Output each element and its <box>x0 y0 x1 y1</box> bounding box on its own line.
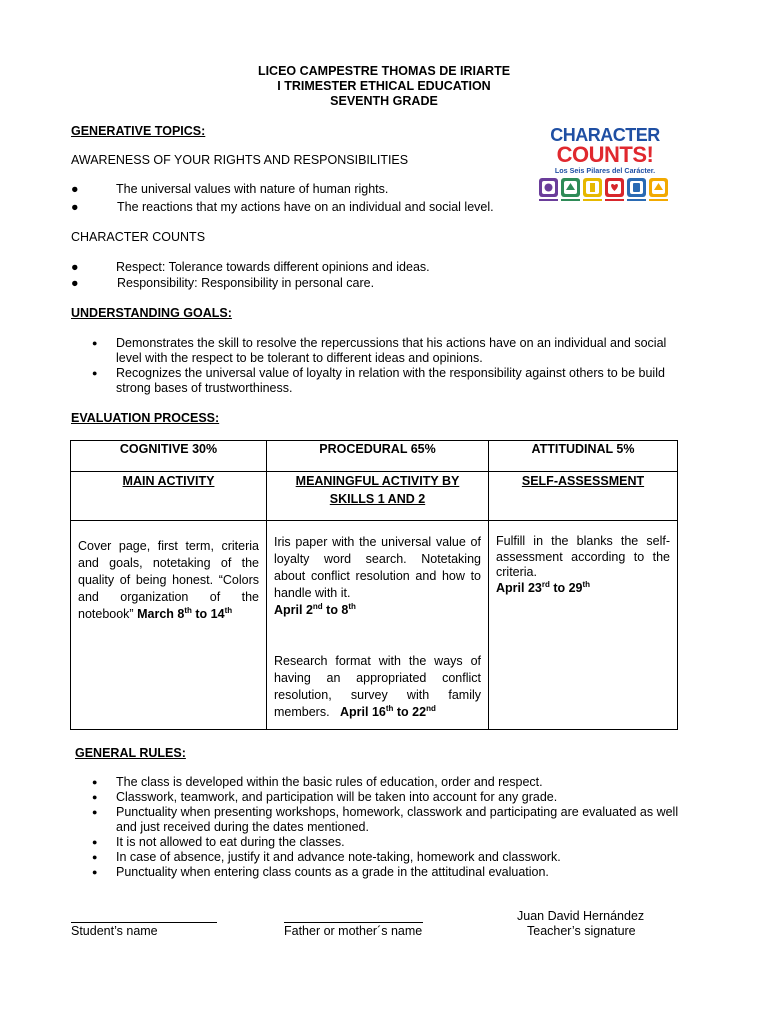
table-row <box>71 521 678 730</box>
teacher-name: Juan David Hernández <box>517 909 645 923</box>
evaluation-table <box>70 440 678 730</box>
cognitive-cell <box>71 521 267 730</box>
logo-line2: COUNTS! <box>556 142 654 167</box>
attitudinal-cell <box>489 521 678 730</box>
attitudinal-date: April 23rd to 29th <box>496 579 591 595</box>
general-rules-list <box>92 775 697 880</box>
topic-character-counts: CHARACTER COUNTS <box>71 230 206 244</box>
document-header <box>0 64 768 109</box>
teacher-signature-label: Teacher’s signature <box>527 924 636 938</box>
grade-name: SEVENTH GRADE <box>330 94 438 108</box>
list-item: ● Punctuality when presenting workshops, homework, classwork and participating are evaluated as well and just received during the dates mentioned. <box>92 805 697 835</box>
understanding-goals-heading: UNDERSTANDING GOALS: <box>71 306 232 320</box>
character-counts-logo <box>529 124 681 208</box>
evaluation-process-heading: EVALUATION PROCESS: <box>71 411 220 425</box>
list-item: ● Recognizes the universal value of loyalty in relation with the responsibility against others to be build strong bases of trustworthiness. <box>92 366 682 396</box>
parent-name-label: Father or mother´s name <box>284 924 423 938</box>
procedural-description-2: Research format with the ways of having an appropriated conflict resolution, survey with family members. <box>274 654 481 719</box>
main-activity-header: MAIN ACTIVITY <box>71 472 267 521</box>
pillar-icons <box>539 178 668 201</box>
school-name: LICEO CAMPESTRE THOMAS DE IRIARTE <box>257 64 511 78</box>
attitudinal-description: Fulfill in the blanks the self-assessment according to the criteria. <box>496 534 670 579</box>
parent-signature-line <box>284 922 423 923</box>
understanding-goals-list <box>92 336 682 396</box>
general-rules-heading: GENERAL RULES: <box>75 746 186 760</box>
procedural-description-1: Iris paper with the universal value of loyalty word search. Notetaking about conflict resolution and how to handle with it. <box>274 535 481 600</box>
procedural-cell <box>267 521 489 730</box>
attitudinal-header: ATTITUDINAL 5% <box>489 441 678 472</box>
list-item: ● It is not allowed to eat during the classes. <box>92 835 697 850</box>
list-item: ● Punctuality when entering class counts as a grade in the attitudinal evaluation. <box>92 865 697 880</box>
logo-tagline: Los Seis Pilares del Carácter. <box>554 166 656 175</box>
self-assessment-header: SELF-ASSESSMENT <box>489 472 678 521</box>
procedural-date-1: April 2nd to 8th <box>274 601 356 617</box>
procedural-header: PROCEDURAL 65% <box>267 441 489 472</box>
list-item: ● Classwork, teamwork, and participation will be taken into account for any grade. <box>92 790 697 805</box>
table-row <box>71 441 678 472</box>
generative-topics-heading: GENERATIVE TOPICS: <box>71 124 206 138</box>
list-item: ● In case of absence, justify it and advance note-taking, homework and classwork. <box>92 850 697 865</box>
meaningful-activity-header: MEANINGFUL ACTIVITY BY SKILLS 1 AND 2 <box>267 472 489 521</box>
cognitive-description: Cover page, first term, criteria and goals, notetaking of the quality of being honest. “Colors and organization of the notebook” <box>78 539 259 621</box>
document-page: LICEO CAMPESTRE THOMAS DE IRIARTE I TRIMESTER ETHICAL EDUCATION SEVENTH GRADE CHARACTER COUNTS! Los Seis Pilares del Carácter. GENERATIVE TOPICS: AWARENESS OF YOUR RIGHTS AND RESPONSIBILITIES ● The universal values with nature of human rights. ● The reactions that my actions have on an individual and social level. CHARACTER COUNTS ● Respect: Tolerance towards different opinions and ideas. ● Responsibility: Responsibility in personal care. UNDERSTANDING GOALS: ● Demonstrates the skill to resolve the repercussions that his actions have on an individual and social level with the respect to be tolerant to different ideas and opinions. ● Recognizes the universal value of loyalty in relation with the responsibility against others to be build strong bases of trustworthiness. EVALUATION PROCESS: COGNITIVE 30% PROCEDURAL 65% ATTITUDINAL 5% MAIN ACTIVITY MEANINGFUL ACTIVITY BY SKILLS 1 AND 2 SELF-ASSESSMENT Cover page, first term, criteria and goals, notetaking of the quality of being honest. “Colors and organization of the notebook” March 8th to 14th Iris paper with the universal value of loyalty word search. Notetaking about conflict resolution and how to handle with it. April 2nd to 8th Research format with the ways of having an appropriated conflict resolution, survey with family members. April 16th to 22nd Fulfill in the blanks the self-assessment according to the criteria. April 23rd to 29th GENERAL RULES: ● The class is developed within the basic rules of education, order and respect. ● Classwork, teamwork, and participation will be taken into account for any grade. ● Punctuality when presenting workshops, homework, classwork and participating are evaluated as well and just received during the dates mentioned. ● It is not allowed to eat during the classes. ● In case of absence, justify it and advance note-taking, homework and classwork. ● Punctuality when entering class counts as a grade in the attitudinal evaluation. Student’s name Father or mother´s name Juan David Hernández Teacher’s signature <box>0 0 768 1024</box>
list-item: ● Demonstrates the skill to resolve the repercussions that his actions have on an individual and social level with the respect to be tolerant to different ideas and opinions. <box>92 336 682 366</box>
procedural-date-2: April 16th to 22nd <box>340 703 436 719</box>
cognitive-header: COGNITIVE 30% <box>71 441 267 472</box>
course-name: I TRIMESTER ETHICAL EDUCATION <box>277 79 491 93</box>
topic-rights: AWARENESS OF YOUR RIGHTS AND RESPONSIBILITIES <box>71 153 409 167</box>
logo-line1: CHARACTER <box>550 125 660 145</box>
table-row <box>71 472 678 521</box>
list-item: ● The class is developed within the basic rules of education, order and respect. <box>92 775 697 790</box>
student-name-label: Student’s name <box>71 924 158 938</box>
student-signature-line <box>71 922 217 923</box>
cognitive-date: March 8th to 14th <box>137 605 233 621</box>
